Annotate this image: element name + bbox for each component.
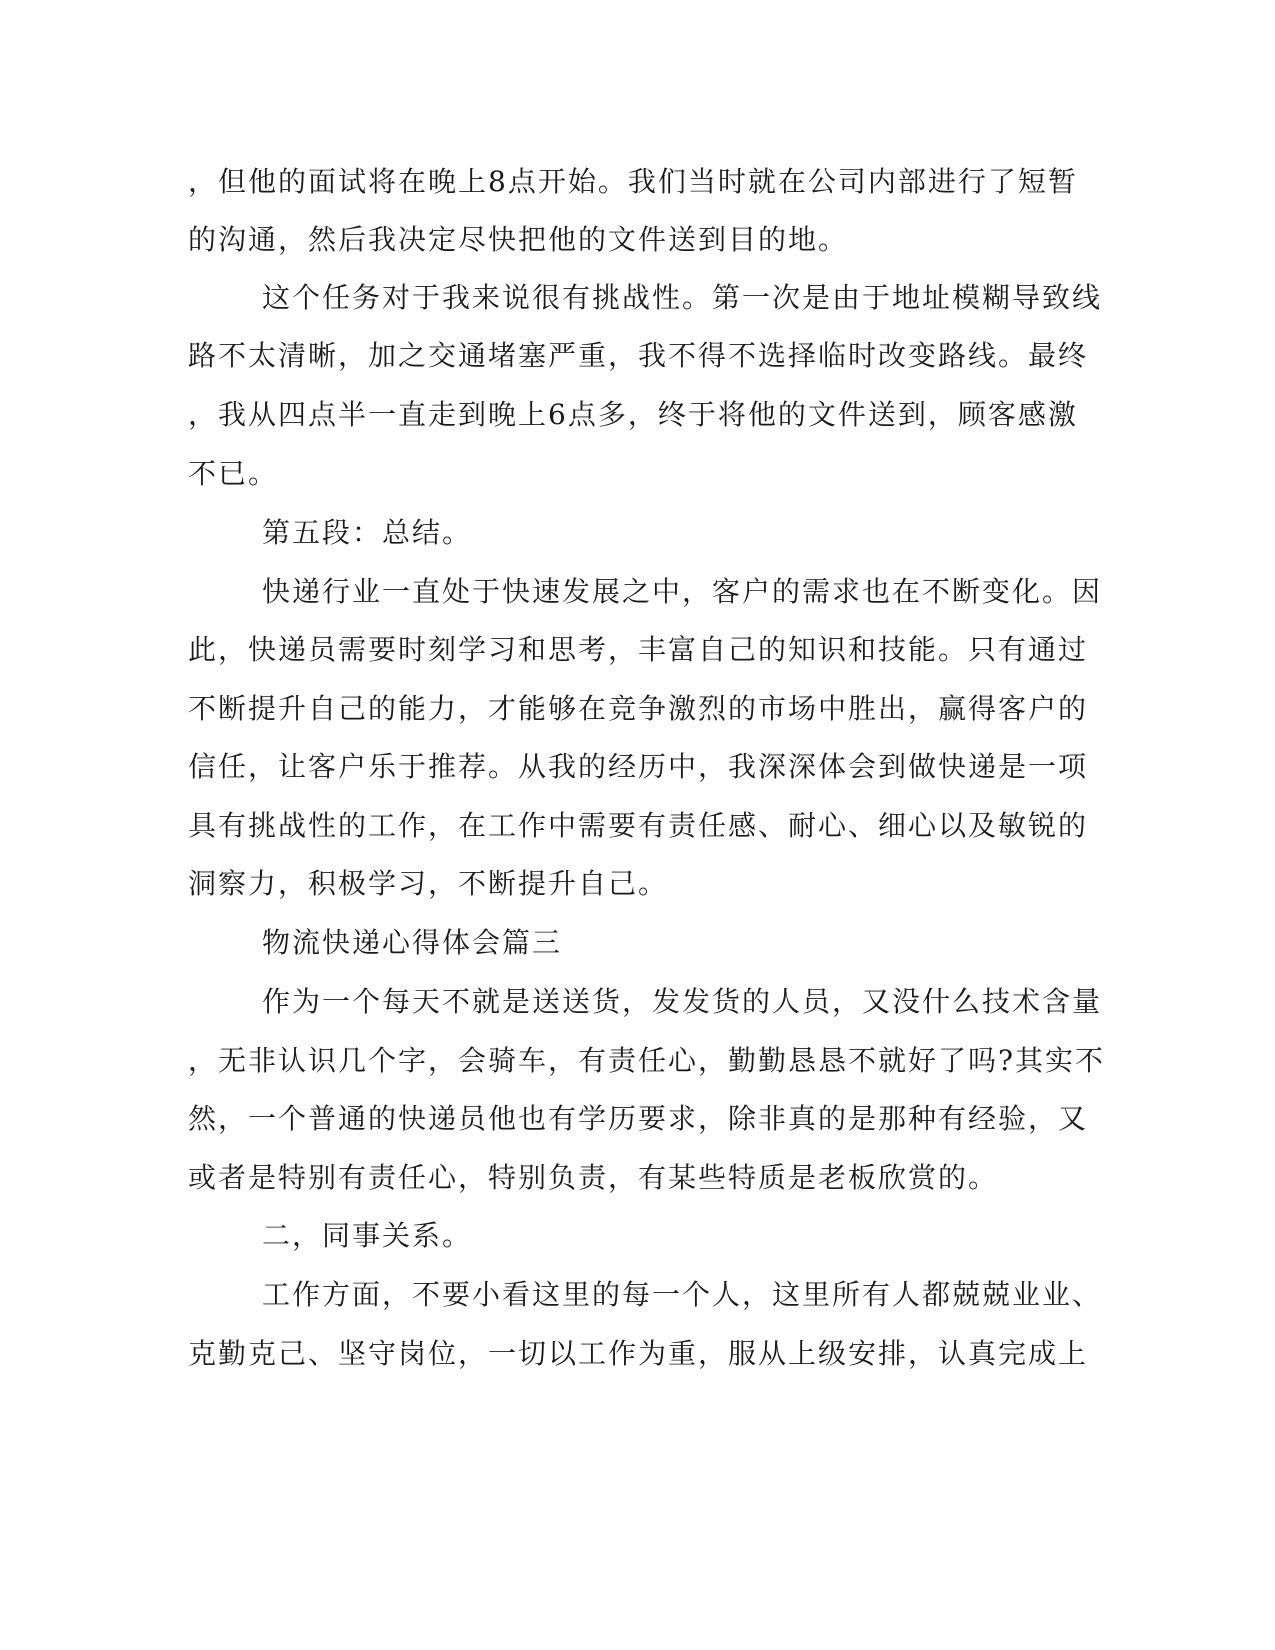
article-title: 物流快递心得体会篇三	[262, 926, 563, 959]
text-line: ，我从四点半一直走到晚上6点多，终于将他的文件送到，顾客感激	[188, 398, 1078, 431]
text-line: 或者是特别有责任心，特别负责，有某些特质是老板欣赏的。	[188, 1161, 999, 1194]
text-line: 的沟通，然后我决定尽快把他的文件送到目的地。	[188, 223, 849, 256]
text-line: ，但他的面试将在晚上8点开始。我们当时就在公司内部进行了短暂	[188, 165, 1078, 198]
paragraph-start-line: 快递行业一直处于快速发展之中，客户的需求也在不断变化。因	[262, 575, 1103, 608]
text-line: 不断提升自己的能力，才能够在竞争激烈的市场中胜出，赢得客户的	[188, 692, 1089, 725]
text-line: 洞察力，积极学习，不断提升自己。	[188, 867, 669, 900]
text-line: 信任，让客户乐于推荐。从我的经历中，我深深体会到做快递是一项	[188, 750, 1089, 783]
text-line: ，无非认识几个字，会骑车，有责任心，勤勤恳恳不就好了吗?其实不	[188, 1044, 1106, 1077]
text-line: 此，快递员需要时刻学习和思考，丰富自己的知识和技能。只有通过	[188, 633, 1089, 666]
text-line: 路不太清晰，加之交通堵塞严重，我不得不选择临时改变路线。最终	[188, 339, 1089, 372]
text-line: 然，一个普通的快递员他也有学历要求，除非真的是那种有经验，又	[188, 1102, 1089, 1135]
section-heading: 二，同事关系。	[262, 1219, 473, 1252]
text-line: 不已。	[188, 457, 279, 490]
text-line: 克勤克己、坚守岗位，一切以工作为重，服从上级安排，认真完成上	[188, 1337, 1089, 1370]
paragraph-start-line: 工作方面，不要小看这里的每一个人，这里所有人都兢兢业业、	[262, 1278, 1103, 1311]
paragraph-start-line: 作为一个每天不就是送送货，发发货的人员，又没什么技术含量	[262, 985, 1103, 1018]
section-heading: 第五段：总结。	[262, 516, 473, 549]
paragraph-start-line: 这个任务对于我来说很有挑战性。第一次是由于地址模糊导致线	[262, 281, 1103, 314]
text-line: 具有挑战性的工作，在工作中需要有责任感、耐心、细心以及敏锐的	[188, 809, 1089, 842]
